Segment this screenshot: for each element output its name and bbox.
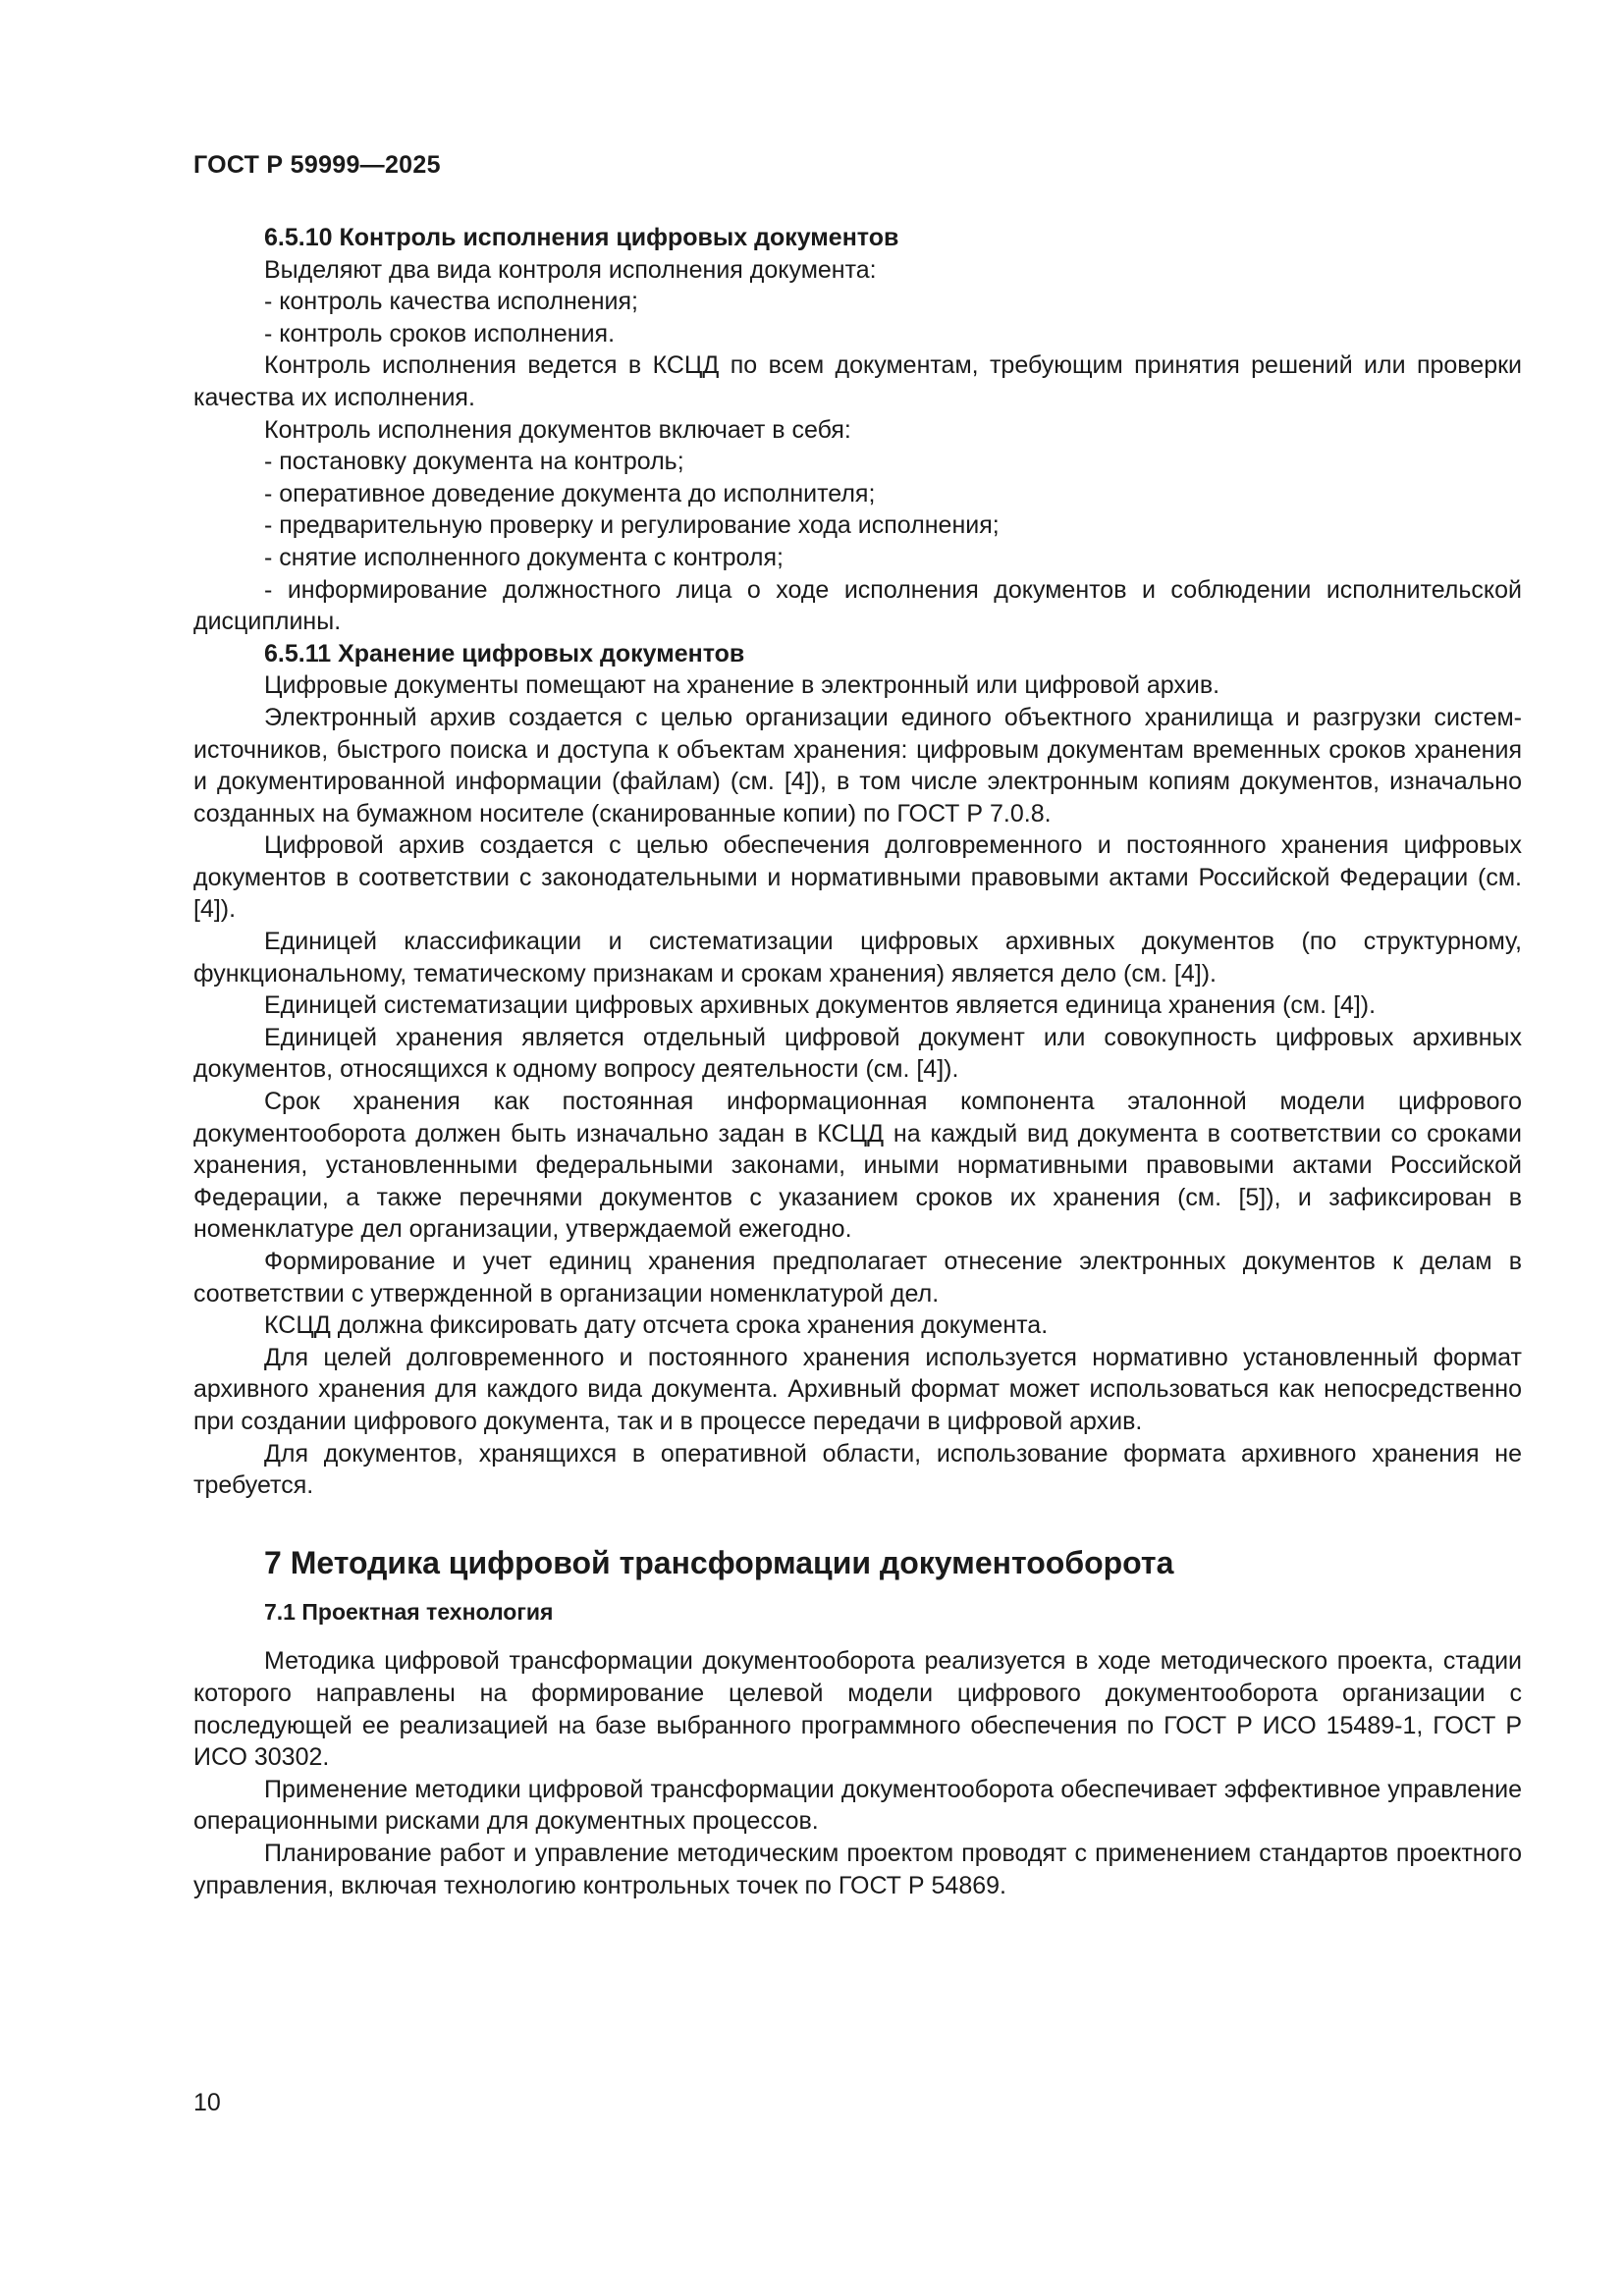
- paragraph: Для документов, хранящихся в оперативной области, использование формата архивного хранения не требуется.: [193, 1439, 1522, 1500]
- paragraph: Единицей классификации и систематизации цифровых архивных документов (по структурному, функциональному, тематическому признакам и срокам хранения) является дело (см. [4]).: [193, 928, 1522, 988]
- list-item: - информирование должностного лица о ходе исполнения документов и соблюдении исполнительской дисциплины.: [193, 575, 1522, 636]
- page-content: [193, 222, 1522, 1901]
- paragraph: Формирование и учет единиц хранения предполагает отнесение электронных документов к делам в соответствии с утвержденной в организации номенклатурой дел.: [193, 1248, 1522, 1308]
- document-header: ГОСТ Р 59999—2025: [193, 151, 441, 179]
- paragraph: Контроль исполнения документов включает в себя:: [264, 415, 851, 444]
- list-item: - предварительную проверку и регулирование хода исполнения;: [264, 511, 1000, 540]
- page-number: 10: [193, 2089, 221, 2116]
- list-item: - контроль качества исполнения;: [264, 288, 638, 316]
- paragraph: Контроль исполнения ведется в КСЦД по всем документам, требующим принятия решений или проверки качества их исполнения.: [193, 351, 1522, 411]
- section-6-5-10-heading: 6.5.10 Контроль исполнения цифровых документов: [264, 224, 899, 251]
- section-7-1-heading: 7.1 Проектная технология: [264, 1598, 554, 1625]
- paragraph: Единицей хранения является отдельный цифровой документ или совокупность цифровых архивных документов, относящихся к одному вопросу деятельности (см. [4]).: [193, 1023, 1522, 1084]
- paragraph: Срок хранения как постоянная информационная компонента эталонной модели цифрового документооборота должен быть изначально задан в КСЦД на каждый вид документа в соответствии со сроками хранения, установленными федеральными законами, иными нормативными правовыми актами Российской Федерации, а также перечнями документов с указанием сроков их хранения (см. [5]), и зафиксирован в номенклатуре дел организации, утверждаемой ежегодно.: [193, 1088, 1522, 1244]
- paragraph: Единицей систематизации цифровых архивных документов является единица хранения (см. [4]).: [264, 991, 1377, 1020]
- paragraph: КСЦД должна фиксировать дату отсчета срока хранения документа.: [264, 1311, 1049, 1340]
- list-item: - контроль сроков исполнения.: [264, 319, 616, 347]
- paragraph: Цифровые документы помещают на хранение в электронный или цифровой архив.: [264, 671, 1220, 700]
- paragraph: Для целей долговременного и постоянного хранения используется нормативно установленный формат архивного хранения для каждого вида документа. Архивный формат может использоваться как непосредственно при создании цифрового документа, так и в процессе передачи в цифровой архив.: [193, 1343, 1522, 1435]
- list-item: - снятие исполненного документа с контроля;: [264, 543, 784, 571]
- section-7-heading: 7 Методика цифровой трансформации документооборота: [264, 1544, 1174, 1580]
- paragraph: Планирование работ и управление методическим проектом проводят с применением стандартов проектного управления, включая технологию контрольных точек по ГОСТ Р 54869.: [193, 1839, 1522, 1899]
- paragraph: Методика цифровой трансформации документооборота реализуется в ходе методического проекта, стадии которого направлены на формирование целевой модели цифрового документооборота организации с последующей ее реализацией на базе выбранного программного обеспечения по ГОСТ Р ИСО 15489-1, ГОСТ Р ИСО 30302.: [193, 1647, 1522, 1772]
- section-6-5-11-heading: 6.5.11 Хранение цифровых документов: [264, 639, 745, 667]
- paragraph: Выделяют два вида контроля исполнения документа:: [264, 255, 877, 284]
- paragraph: Электронный архив создается с целью организации единого объектного хранилища и разгрузки систем-источников, быстрого поиска и доступа к объектам хранения: цифровым документам временных сроков хранения и документированной информации (файлам) (см. [4]), в том числе электронным копиям документов, изначально созданных на бумажном носителе (сканированные копии) по ГОСТ Р 7.0.8.: [193, 703, 1522, 828]
- paragraph: Применение методики цифровой трансформации документооборота обеспечивает эффективное управление операционными рисками для документных процессов.: [193, 1775, 1522, 1836]
- list-item: - оперативное доведение документа до исполнителя;: [264, 479, 876, 507]
- list-item: - постановку документа на контроль;: [264, 448, 684, 476]
- paragraph: Цифровой архив создается с целью обеспечения долговременного и постоянного хранения цифровых документов в соответствии с законодательными и нормативными правовыми актами Российской Федерации (см. [4]).: [193, 831, 1522, 924]
